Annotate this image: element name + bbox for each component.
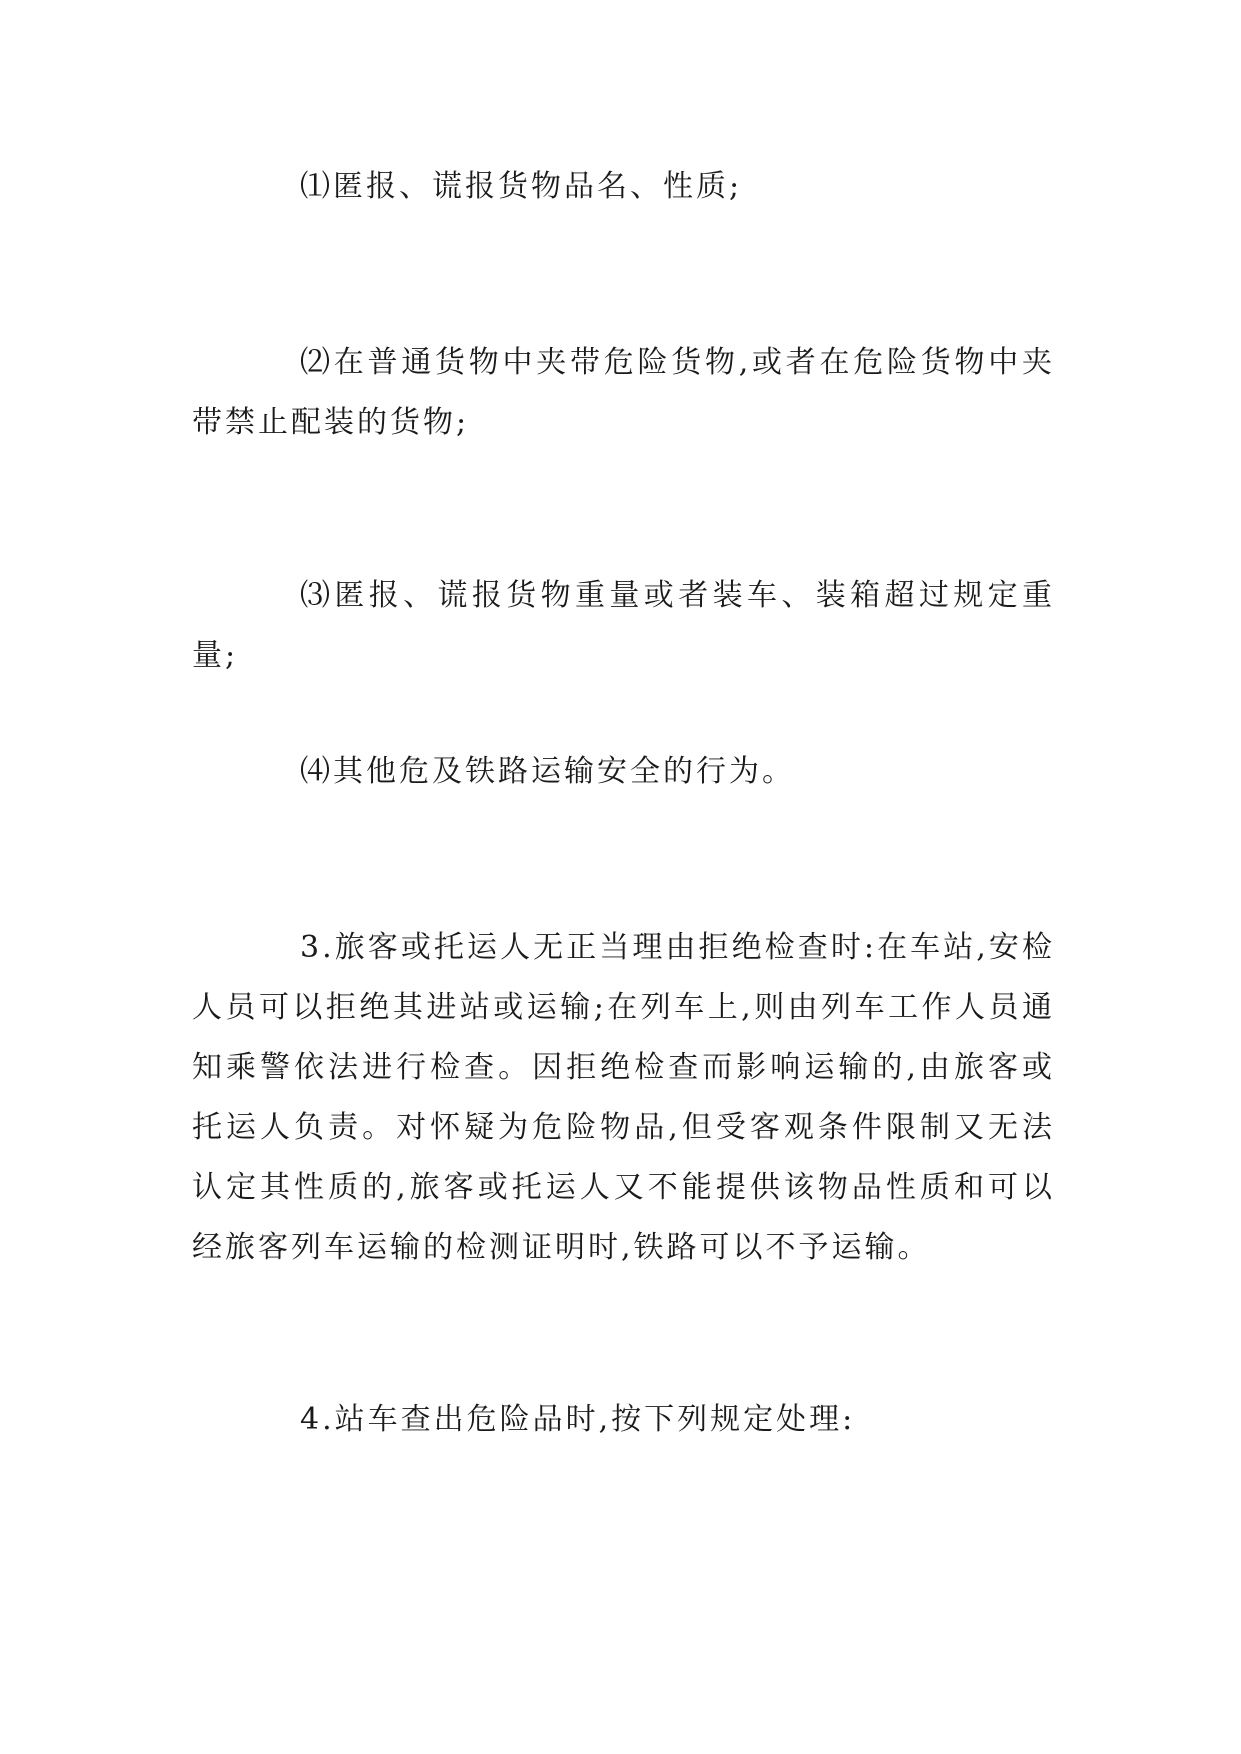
paragraph-item-4: ⑷其他危及铁路运输安全的行为。 [300, 754, 795, 789]
paragraph-rule-4: 4.站车查出危险品时,按下列规定处理: [300, 1402, 856, 1437]
paragraph-item-2: ⑵在普通货物中夹带危险货物,或者在危险货物中夹带禁止配装的货物; [192, 345, 1055, 440]
paragraph-item-1: ⑴匿报、谎报货物品名、性质; [300, 169, 743, 204]
paragraph-item-3: ⑶匿报、谎报货物重量或者装车、装箱超过规定重量; [192, 578, 1055, 673]
paragraph-rule-3: 3.旅客或托运人无正当理由拒绝检查时:在车站,安检人员可以拒绝其进站或运输;在列车上,则由列车工作人员通知乘警依法进行检查。因拒绝检查而影响运输的,由旅客或托运人负责。对怀疑为危险物品,但受客观条件限制又无法认定其性质的,旅客或托运人又不能提供该物品性质和可以经旅客列车运输的检测证明时,铁路可以不予运输。 [192, 930, 1055, 1265]
